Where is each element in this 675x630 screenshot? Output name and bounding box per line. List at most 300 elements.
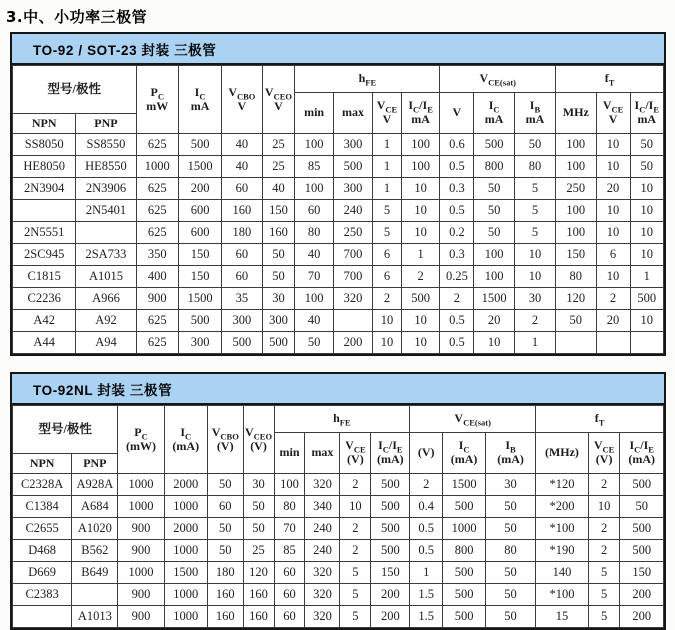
- value-cell: *120: [536, 474, 589, 496]
- value-cell: 500: [262, 332, 295, 354]
- model-cell: A1020: [72, 518, 118, 540]
- col-header-ft-mhz: (MHz): [536, 433, 589, 474]
- value-cell: 900: [136, 288, 178, 310]
- table-row: [13, 178, 664, 200]
- value-cell: 70: [274, 518, 305, 540]
- value-cell: 625: [136, 310, 178, 332]
- col-header-ic: $I_C$ mA: [179, 66, 222, 134]
- value-cell: *100: [536, 584, 589, 606]
- value-cell: 700: [333, 266, 372, 288]
- col-header-pnp: PNP: [72, 454, 118, 474]
- value-cell: 2: [596, 288, 630, 310]
- value-cell: 100: [274, 474, 305, 496]
- value-cell: 50: [207, 540, 243, 562]
- value-cell: 700: [333, 244, 372, 266]
- model-cell: [72, 584, 118, 606]
- value-cell: 1: [373, 134, 402, 156]
- value-cell: 80: [486, 540, 536, 562]
- value-cell: 10: [596, 156, 630, 178]
- col-header-ft-vce: $V_{CE}$ V: [596, 93, 630, 134]
- value-cell: 160: [243, 584, 274, 606]
- value-cell: 50: [486, 584, 536, 606]
- value-cell: 500: [179, 310, 222, 332]
- model-cell: A966: [76, 288, 136, 310]
- table1-header: [13, 66, 664, 134]
- value-cell: 20: [596, 310, 630, 332]
- model-cell: A684: [72, 496, 118, 518]
- value-cell: 5: [588, 584, 620, 606]
- value-cell: 10: [596, 266, 630, 288]
- table2-header: [13, 406, 664, 474]
- value-cell: 900: [118, 584, 164, 606]
- value-cell: 5: [340, 584, 371, 606]
- value-cell: 50: [630, 134, 663, 156]
- value-cell: 600: [179, 200, 222, 222]
- value-cell: 2: [340, 518, 371, 540]
- value-cell: 2: [588, 540, 620, 562]
- col-header-vcesat-ic: $I_C$ mA: [474, 93, 515, 134]
- value-cell: 0.5: [410, 540, 443, 562]
- col-header-ft-vce: $V_{CE}$ (V): [588, 433, 620, 474]
- col-header-npn: NPN: [13, 454, 72, 474]
- value-cell: [596, 332, 630, 354]
- value-cell: 6: [596, 244, 630, 266]
- col-header-vceo: $V_{CEO}$ (V): [243, 406, 274, 474]
- value-cell: 10: [596, 134, 630, 156]
- value-cell: 180: [207, 562, 243, 584]
- value-cell: 100: [474, 266, 515, 288]
- col-header-vcesat-v: (V): [410, 433, 443, 474]
- value-cell: 10: [401, 310, 440, 332]
- model-cell: A928A: [72, 474, 118, 496]
- value-cell: 100: [401, 156, 440, 178]
- value-cell: 25: [262, 156, 295, 178]
- model-cell: A92: [76, 310, 136, 332]
- value-cell: 625: [136, 200, 178, 222]
- value-cell: 1500: [179, 156, 222, 178]
- value-cell: 1500: [474, 288, 515, 310]
- col-header-hfe-icie: $I_C/I_E$ (mA): [371, 433, 410, 474]
- value-cell: 500: [630, 288, 663, 310]
- value-cell: 2: [410, 474, 443, 496]
- value-cell: 50: [295, 332, 334, 354]
- value-cell: 10: [474, 332, 515, 354]
- model-cell: 2N5551: [13, 222, 76, 244]
- value-cell: 0.2: [440, 222, 474, 244]
- table-row: [13, 584, 664, 606]
- table-row: [13, 156, 664, 178]
- value-cell: 10: [596, 222, 630, 244]
- value-cell: 10: [340, 496, 371, 518]
- value-cell: 50: [474, 178, 515, 200]
- value-cell: 60: [222, 178, 263, 200]
- model-cell: [13, 606, 72, 628]
- value-cell: 120: [556, 288, 597, 310]
- value-cell: 900: [118, 606, 164, 628]
- value-cell: 160: [207, 584, 243, 606]
- value-cell: 1: [410, 562, 443, 584]
- value-cell: 60: [274, 584, 305, 606]
- value-cell: 50: [630, 156, 663, 178]
- value-cell: 30: [262, 288, 295, 310]
- value-cell: 200: [371, 606, 410, 628]
- value-cell: 240: [333, 200, 372, 222]
- value-cell: 300: [179, 332, 222, 354]
- value-cell: [630, 332, 663, 354]
- value-cell: 2: [588, 518, 620, 540]
- value-cell: 50: [486, 518, 536, 540]
- col-header-pc: $P_C$ mW: [136, 66, 178, 134]
- model-cell: C2383: [13, 584, 72, 606]
- model-cell: D468: [13, 540, 72, 562]
- table-row: [13, 540, 664, 562]
- value-cell: 30: [486, 474, 536, 496]
- value-cell: [333, 310, 372, 332]
- value-cell: 1000: [164, 606, 207, 628]
- value-cell: 25: [262, 134, 295, 156]
- value-cell: 60: [295, 200, 334, 222]
- table-row: [13, 200, 664, 222]
- value-cell: 500: [620, 518, 664, 540]
- value-cell: 240: [305, 540, 340, 562]
- value-cell: 150: [179, 244, 222, 266]
- value-cell: 10: [596, 200, 630, 222]
- model-cell: HE8050: [13, 156, 76, 178]
- value-cell: 800: [474, 156, 515, 178]
- value-cell: 625: [136, 222, 178, 244]
- value-cell: *190: [536, 540, 589, 562]
- value-cell: 500: [222, 332, 263, 354]
- value-cell: 50: [262, 266, 295, 288]
- value-cell: 50: [262, 244, 295, 266]
- value-cell: 1.5: [410, 606, 443, 628]
- value-cell: 50: [474, 222, 515, 244]
- value-cell: 6: [373, 266, 402, 288]
- value-cell: 300: [333, 134, 372, 156]
- value-cell: 50: [556, 310, 597, 332]
- value-cell: 150: [262, 200, 295, 222]
- model-cell: B562: [72, 540, 118, 562]
- value-cell: 25: [243, 540, 274, 562]
- table-row: [13, 222, 664, 244]
- value-cell: 2: [401, 266, 440, 288]
- col-header-model: 型号/极性: [13, 66, 137, 114]
- value-cell: 100: [401, 134, 440, 156]
- value-cell: *100: [536, 518, 589, 540]
- value-cell: 10: [401, 332, 440, 354]
- value-cell: 1000: [136, 156, 178, 178]
- value-cell: 320: [305, 474, 340, 496]
- value-cell: 240: [305, 518, 340, 540]
- table-row: [13, 310, 664, 332]
- col-group-hfe: $h_{FE}$: [295, 66, 440, 93]
- value-cell: 100: [556, 134, 597, 156]
- value-cell: 160: [262, 222, 295, 244]
- table1: [12, 65, 664, 354]
- col-header-vcesat-ib: $I_B$ (mA): [486, 433, 536, 474]
- table-row: [13, 606, 664, 628]
- value-cell: 40: [262, 178, 295, 200]
- value-cell: 1500: [443, 474, 486, 496]
- model-cell: 2N3904: [13, 178, 76, 200]
- value-cell: 500: [443, 606, 486, 628]
- value-cell: 1500: [164, 562, 207, 584]
- table-row: [13, 134, 664, 156]
- value-cell: 180: [222, 222, 263, 244]
- value-cell: 50: [486, 562, 536, 584]
- model-cell: 2SC945: [13, 244, 76, 266]
- col-header-hfe-vce: $V_{CE}$ (V): [340, 433, 371, 474]
- col-header-hfe-min: min: [295, 93, 334, 134]
- model-cell: A44: [13, 332, 76, 354]
- model-cell: C2328A: [13, 474, 72, 496]
- value-cell: 320: [305, 584, 340, 606]
- value-cell: 5: [514, 222, 555, 244]
- value-cell: 80: [556, 266, 597, 288]
- value-cell: 500: [401, 288, 440, 310]
- value-cell: 160: [207, 606, 243, 628]
- value-cell: 10: [401, 200, 440, 222]
- value-cell: 1.5: [410, 584, 443, 606]
- model-cell: C1815: [13, 266, 76, 288]
- value-cell: 1000: [164, 496, 207, 518]
- col-header-hfe-max: max: [333, 93, 372, 134]
- value-cell: 2: [440, 288, 474, 310]
- value-cell: 200: [620, 606, 664, 628]
- model-cell: 2N3906: [76, 178, 136, 200]
- value-cell: 0.3: [440, 178, 474, 200]
- value-cell: 1000: [164, 540, 207, 562]
- model-cell: D669: [13, 562, 72, 584]
- value-cell: 50: [207, 474, 243, 496]
- value-cell: 200: [620, 584, 664, 606]
- value-cell: 80: [514, 156, 555, 178]
- value-cell: 500: [333, 156, 372, 178]
- model-cell: A94: [76, 332, 136, 354]
- model-cell: C2655: [13, 518, 72, 540]
- value-cell: 40: [295, 244, 334, 266]
- value-cell: 100: [295, 288, 334, 310]
- value-cell: 500: [371, 540, 410, 562]
- page-title: 3.中、小功率三极管: [6, 8, 148, 26]
- col-header-hfe-icie: $I_C/I_E$ mA: [401, 93, 440, 134]
- value-cell: 20: [596, 178, 630, 200]
- value-cell: 200: [179, 178, 222, 200]
- value-cell: 200: [371, 584, 410, 606]
- value-cell: 5: [373, 222, 402, 244]
- value-cell: 200: [333, 332, 372, 354]
- col-header-hfe-vce: $V_{CE}$ V: [373, 93, 402, 134]
- value-cell: 50: [474, 200, 515, 222]
- table-row: [13, 266, 664, 288]
- value-cell: 50: [620, 496, 664, 518]
- value-cell: 100: [556, 156, 597, 178]
- value-cell: 10: [630, 244, 663, 266]
- col-group-ft: $f_T$: [536, 406, 664, 433]
- value-cell: 30: [514, 288, 555, 310]
- table-row: [13, 562, 664, 584]
- model-cell: HE8550: [76, 156, 136, 178]
- value-cell: 320: [305, 562, 340, 584]
- value-cell: 300: [222, 310, 263, 332]
- col-group-vcesat: $V_{CE(sat)}$: [410, 406, 536, 433]
- model-cell: C1384: [13, 496, 72, 518]
- table-row: [13, 474, 664, 496]
- table-row: [13, 332, 664, 354]
- value-cell: 0.4: [410, 496, 443, 518]
- value-cell: 80: [274, 496, 305, 518]
- value-cell: 0.5: [440, 310, 474, 332]
- value-cell: 60: [274, 606, 305, 628]
- value-cell: 1: [373, 156, 402, 178]
- value-cell: 150: [620, 562, 664, 584]
- value-cell: 250: [556, 178, 597, 200]
- value-cell: 10: [588, 496, 620, 518]
- value-cell: 10: [373, 332, 402, 354]
- col-header-hfe-min: min: [274, 433, 305, 474]
- col-header-ft-icie: $I_C/I_E$ (mA): [620, 433, 664, 474]
- col-header-hfe-max: max: [305, 433, 340, 474]
- value-cell: 500: [371, 496, 410, 518]
- value-cell: 5: [340, 562, 371, 584]
- value-cell: *200: [536, 496, 589, 518]
- value-cell: 10: [630, 222, 663, 244]
- value-cell: 80: [295, 222, 334, 244]
- value-cell: 0.25: [440, 266, 474, 288]
- value-cell: 0.5: [410, 518, 443, 540]
- value-cell: 1: [630, 266, 663, 288]
- value-cell: 50: [486, 496, 536, 518]
- col-header-ft-mhz: MHz: [556, 93, 597, 134]
- value-cell: 100: [556, 222, 597, 244]
- value-cell: [556, 332, 597, 354]
- value-cell: 60: [222, 244, 263, 266]
- col-header-vceo: $V_{CEO}$ V: [262, 66, 295, 134]
- value-cell: 5: [514, 178, 555, 200]
- model-cell: C2236: [13, 288, 76, 310]
- value-cell: 50: [243, 518, 274, 540]
- model-cell: A1013: [72, 606, 118, 628]
- col-header-pnp: PNP: [76, 114, 136, 134]
- value-cell: 40: [222, 156, 263, 178]
- value-cell: 140: [536, 562, 589, 584]
- col-header-pc: $P_C$ (mW): [118, 406, 164, 474]
- table2-title: TO-92NL 封装 三极管: [12, 374, 664, 405]
- value-cell: 350: [136, 244, 178, 266]
- value-cell: 85: [274, 540, 305, 562]
- value-cell: 2: [340, 540, 371, 562]
- value-cell: 500: [620, 540, 664, 562]
- value-cell: 60: [222, 266, 263, 288]
- value-cell: 150: [179, 266, 222, 288]
- value-cell: 10: [630, 178, 663, 200]
- table-row: [13, 244, 664, 266]
- value-cell: 6: [373, 244, 402, 266]
- value-cell: 0.3: [440, 244, 474, 266]
- to92nl-section: [10, 372, 666, 630]
- value-cell: 1500: [179, 288, 222, 310]
- col-header-vcesat-v: V: [440, 93, 474, 134]
- col-header-vcesat-ib: $I_B$ mA: [514, 93, 555, 134]
- value-cell: 10: [401, 222, 440, 244]
- value-cell: 160: [243, 606, 274, 628]
- model-cell: 2N5401: [76, 200, 136, 222]
- value-cell: 120: [243, 562, 274, 584]
- table-row: [13, 518, 664, 540]
- value-cell: 30: [243, 474, 274, 496]
- value-cell: 400: [136, 266, 178, 288]
- value-cell: 100: [556, 200, 597, 222]
- value-cell: 5: [588, 606, 620, 628]
- col-header-model: 型号/极性: [13, 406, 118, 454]
- value-cell: 900: [118, 540, 164, 562]
- value-cell: 500: [371, 474, 410, 496]
- model-cell: [76, 222, 136, 244]
- value-cell: 320: [305, 606, 340, 628]
- value-cell: 50: [514, 134, 555, 156]
- value-cell: 160: [222, 200, 263, 222]
- value-cell: 50: [207, 518, 243, 540]
- table2: [12, 405, 664, 628]
- col-header-vcbo: $V_{CBO}$ V: [222, 66, 263, 134]
- value-cell: 0.5: [440, 332, 474, 354]
- value-cell: 500: [443, 496, 486, 518]
- table1-title: TO-92 / SOT-23 封装 三极管: [12, 34, 664, 65]
- value-cell: 340: [305, 496, 340, 518]
- value-cell: 300: [333, 178, 372, 200]
- to92-sot23-section: [10, 32, 666, 356]
- value-cell: 0.5: [440, 200, 474, 222]
- value-cell: 300: [262, 310, 295, 332]
- col-header-vcesat-ic: $I_C$ (mA): [443, 433, 486, 474]
- value-cell: 1000: [118, 496, 164, 518]
- value-cell: 15: [536, 606, 589, 628]
- value-cell: 1: [401, 244, 440, 266]
- value-cell: 625: [136, 134, 178, 156]
- value-cell: 2000: [164, 518, 207, 540]
- model-cell: A1015: [76, 266, 136, 288]
- value-cell: 40: [222, 134, 263, 156]
- table-row: [13, 288, 664, 310]
- value-cell: 35: [222, 288, 263, 310]
- value-cell: 1000: [118, 474, 164, 496]
- value-cell: 500: [620, 474, 664, 496]
- table-row: [13, 496, 664, 518]
- value-cell: 1: [373, 178, 402, 200]
- value-cell: 500: [179, 134, 222, 156]
- value-cell: 1000: [164, 584, 207, 606]
- value-cell: 85: [295, 156, 334, 178]
- value-cell: 1: [514, 332, 555, 354]
- value-cell: 5: [340, 606, 371, 628]
- value-cell: 100: [295, 134, 334, 156]
- value-cell: 500: [443, 584, 486, 606]
- value-cell: 10: [630, 310, 663, 332]
- col-header-ic: $I_C$ (mA): [164, 406, 207, 474]
- value-cell: 50: [243, 496, 274, 518]
- value-cell: 100: [474, 244, 515, 266]
- value-cell: 2: [588, 474, 620, 496]
- value-cell: 500: [371, 518, 410, 540]
- value-cell: 2: [514, 310, 555, 332]
- value-cell: 320: [333, 288, 372, 310]
- value-cell: 150: [371, 562, 410, 584]
- model-cell: 2SA733: [76, 244, 136, 266]
- value-cell: 5: [373, 200, 402, 222]
- value-cell: 10: [514, 266, 555, 288]
- value-cell: 900: [118, 518, 164, 540]
- value-cell: 150: [556, 244, 597, 266]
